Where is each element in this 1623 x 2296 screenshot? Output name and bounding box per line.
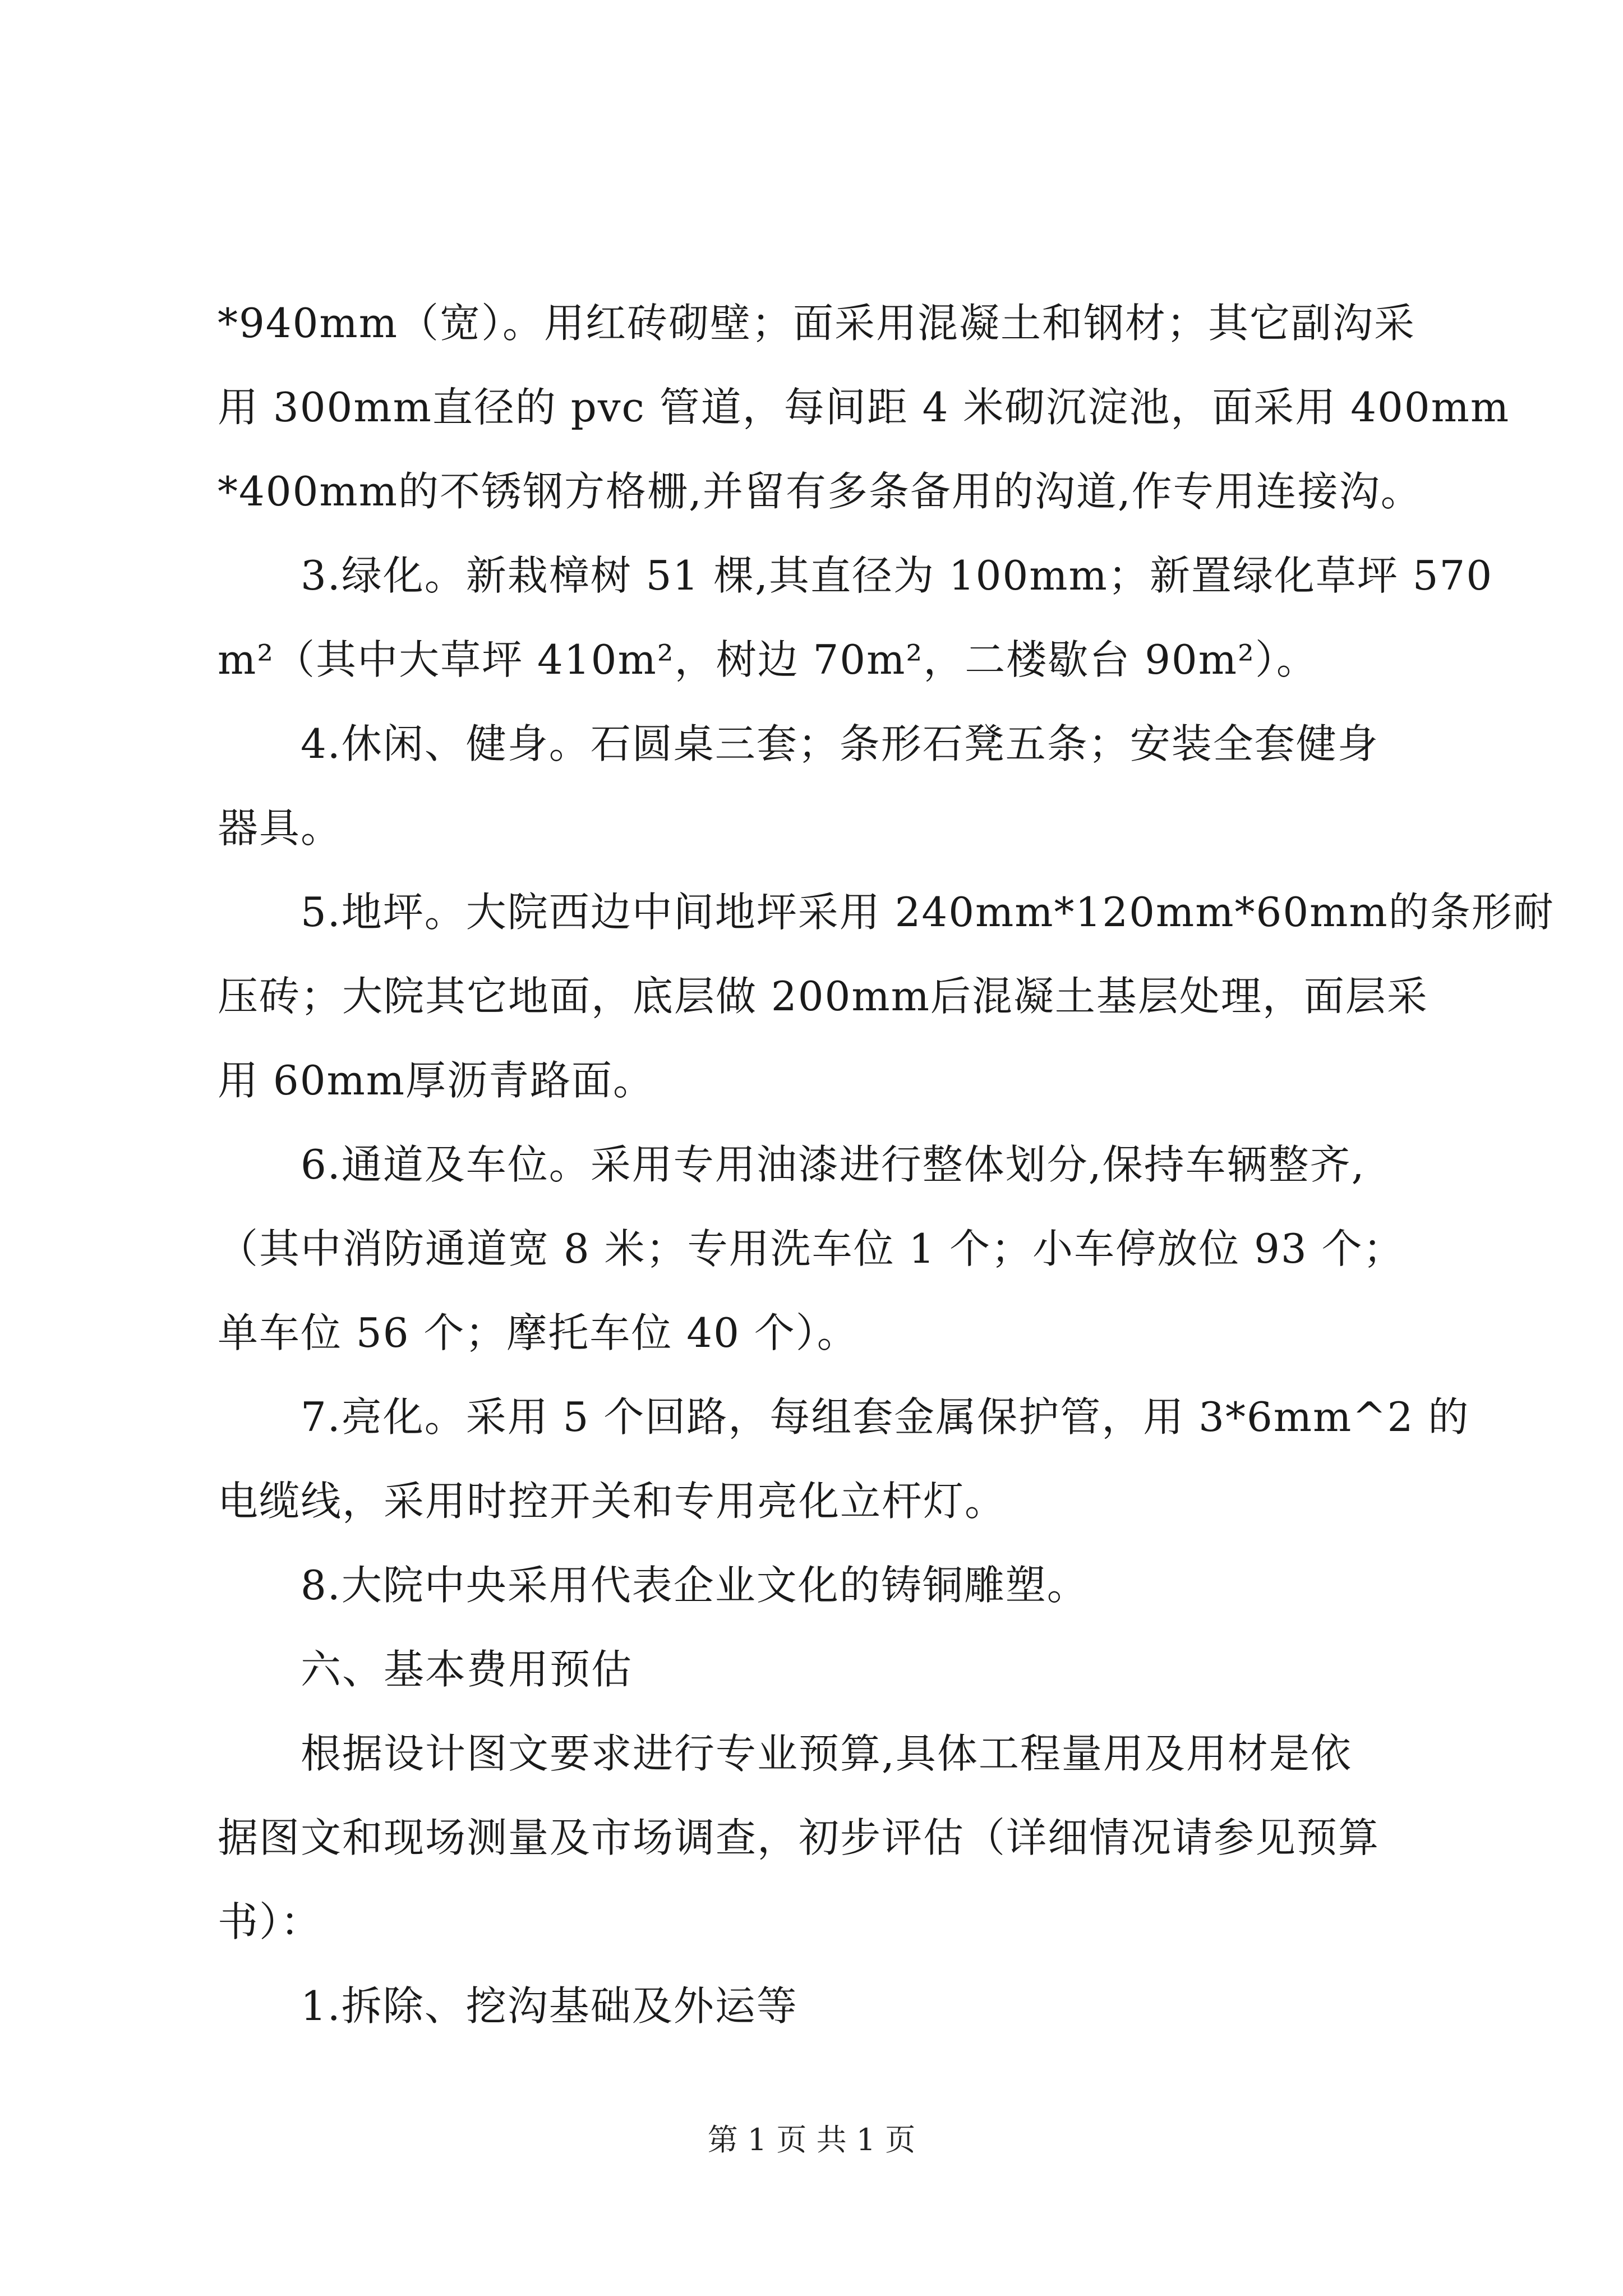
text-line: 8.大院中央采用代表企业文化的铸铜雕塑。 xyxy=(218,1562,1089,1609)
text-line: 3.绿化。新栽樟树 51 棵,其直径为 100mm；新置绿化草坪 570 xyxy=(218,552,1493,599)
text-line: 5.地坪。大院西边中间地坪采用 240mm*120mm*60mm的条形耐 xyxy=(218,889,1555,936)
text-line: 用 60mm厚沥青路面。 xyxy=(218,1057,655,1104)
text-line: 4.休闲、健身。石圆桌三套；条形石凳五条；安装全套健身 xyxy=(218,720,1379,767)
text-line: 书）： xyxy=(218,1898,322,1945)
text-line: m²（其中大草坪 410m²，树边 70m²，二楼歇台 90m²）。 xyxy=(218,636,1318,683)
text-line: 器具。 xyxy=(218,804,343,852)
text-line: 根据设计图文要求进行专业预算,具体工程量用及用材是依 xyxy=(218,1730,1352,1777)
text-line: 据图文和现场测量及市场调查，初步评估（详细情况请参见预算 xyxy=(218,1814,1380,1861)
text-line: （其中消防通道宽 8 米；专用洗车位 1 个；小车停放位 93 个； xyxy=(218,1225,1405,1272)
page-footer: 第 1 页 共 1 页 xyxy=(707,2122,916,2157)
text-line: 单车位 56 个；摩托车位 40 个）。 xyxy=(218,1309,859,1356)
text-line: 7.亮化。采用 5 个回路，每组套金属保护管，用 3*6mm^2 的 xyxy=(218,1393,1470,1441)
text-line: 6.通道及车位。采用专用油漆进行整体划分,保持车辆整齐, xyxy=(218,1141,1366,1188)
text-line: 压砖；大院其它地面，底层做 200mm后混凝土基层处理，面层采 xyxy=(218,973,1428,1020)
text-line: 1.拆除、挖沟基础及外运等 xyxy=(218,1982,798,2030)
text-line: 电缆线，采用时控开关和专用亮化立杆灯。 xyxy=(218,1478,1007,1525)
section-heading: 六、基本费用预估 xyxy=(218,1646,633,1693)
text-line: *940mm（宽）。用红砖砌壁；面采用混凝土和钢材；其它副沟采 xyxy=(218,300,1415,347)
text-line: *400mm的不锈钢方格栅,并留有多条备用的沟道,作专用连接沟。 xyxy=(218,468,1422,515)
text-line: 用 300mm直径的 pvc 管道，每间距 4 米砌沉淀池，面采用 400mm xyxy=(218,384,1510,431)
